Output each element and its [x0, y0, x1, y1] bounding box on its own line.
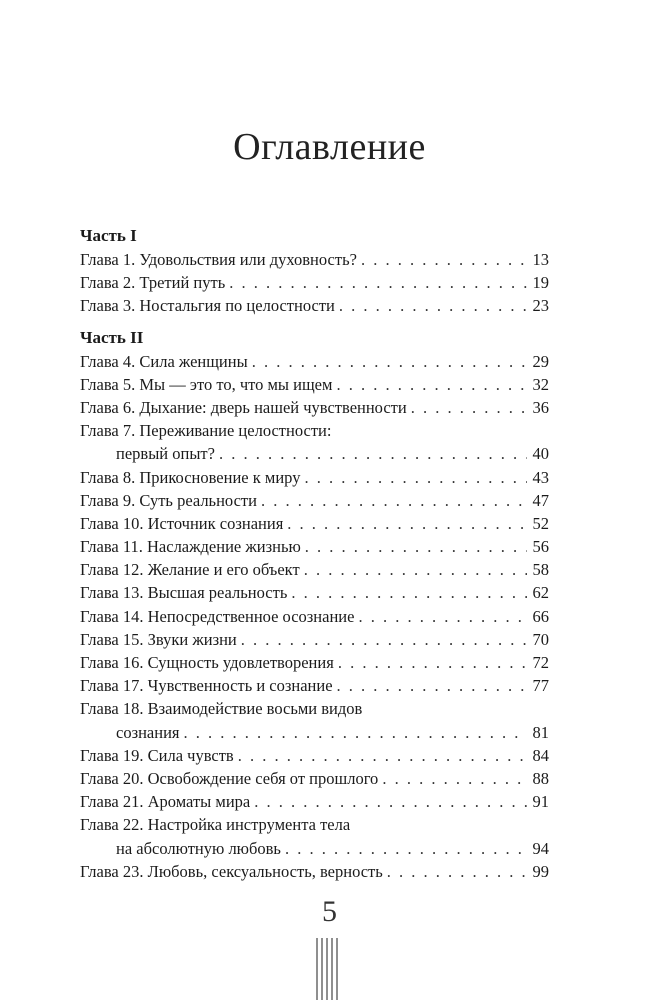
toc-entry[interactable]: [80, 581, 549, 604]
dot-leader: [254, 790, 527, 813]
toc-entry-page: 94: [532, 838, 549, 858]
toc-entry[interactable]: [80, 419, 549, 442]
toc-entry-title: Глава 7. Переживание целостности:: [80, 421, 332, 441]
toc-entry[interactable]: [80, 466, 549, 489]
toc-entry-page: 81: [532, 722, 549, 742]
toc-entry-title: Глава 6. Дыхание: дверь нашей чувственности: [80, 397, 407, 417]
dot-leader: [336, 373, 527, 396]
dot-leader: [252, 350, 527, 373]
dot-leader: [382, 767, 527, 790]
toc-entry-page: 29: [532, 351, 549, 371]
toc-entry[interactable]: [80, 628, 549, 651]
toc-entry-title: Глава 21. Ароматы мира: [80, 792, 251, 812]
toc-entry-title: Глава 11. Наслаждение жизнью: [80, 537, 301, 557]
toc-entry-title: Глава 23. Любовь, сексуальность, верность: [80, 861, 383, 881]
toc-entry-page: 32: [532, 374, 549, 394]
toc-entry[interactable]: [80, 271, 549, 294]
toc-entry-title: Глава 18. Взаимодействие восьми видов: [80, 699, 363, 719]
toc-entry-title: Глава 14. Непосредственное осознание: [80, 606, 355, 626]
toc-entry-title: Глава 12. Желание и его объект: [80, 560, 300, 580]
toc-entry[interactable]: [80, 373, 549, 396]
dot-leader: [304, 466, 527, 489]
dot-leader: [238, 744, 527, 767]
toc-entry-continuation[interactable]: [80, 442, 549, 465]
toc-entry[interactable]: [80, 651, 549, 674]
toc-entry-title: Глава 13. Высшая реальность: [80, 583, 288, 603]
toc-entry-continuation[interactable]: [80, 721, 549, 744]
dot-leader: [241, 628, 527, 651]
toc-entry-title: Глава 3. Ностальгия по целостности: [80, 296, 335, 316]
toc-entry-page: 99: [532, 861, 549, 881]
toc-entry[interactable]: [80, 396, 549, 419]
dot-leader: [338, 651, 527, 674]
toc-entry-page: 66: [532, 606, 549, 626]
dot-leader: [339, 294, 527, 317]
toc-entry[interactable]: [80, 512, 549, 535]
page-number: 5: [322, 895, 337, 928]
toc-entry-page: 77: [532, 676, 549, 696]
toc-entry-page: 19: [532, 273, 549, 293]
dot-leader: [361, 248, 527, 271]
toc-entry-title-continuation: на абсолютную любовь: [116, 838, 281, 858]
dot-leader: [184, 721, 528, 744]
toc-entry-title-continuation: первый опыт?: [116, 444, 215, 464]
dot-leader: [337, 674, 527, 697]
part-heading: Часть II: [80, 327, 144, 347]
toc-entry-continuation[interactable]: [80, 837, 549, 860]
toc-entry-title: Глава 4. Сила женщины: [80, 351, 248, 371]
toc-entry[interactable]: [80, 790, 549, 813]
page-title: Оглавление: [233, 126, 426, 168]
dot-leader: [285, 837, 527, 860]
table-of-contents: [80, 224, 549, 883]
toc-entry[interactable]: [80, 744, 549, 767]
toc-entry[interactable]: [80, 605, 549, 628]
toc-entry-title: Глава 8. Прикосновение к миру: [80, 467, 301, 487]
toc-entry-page: 84: [532, 745, 549, 765]
dot-leader: [287, 512, 527, 535]
toc-entry-title: Глава 5. Мы — это то, что мы ищем: [80, 374, 333, 394]
toc-entry-title: Глава 17. Чувственность и сознание: [80, 676, 333, 696]
part-heading: Часть I: [80, 226, 137, 245]
dot-leader: [219, 442, 527, 465]
toc-entry-title: Глава 20. Освобождение себя от прошлого: [80, 768, 379, 788]
toc-entry-title: Глава 15. Звуки жизни: [80, 629, 237, 649]
dot-leader: [261, 489, 527, 512]
toc-entry-page: 43: [532, 467, 549, 487]
toc-entry-page: 13: [532, 250, 549, 269]
toc-entry-title-continuation: сознания: [116, 722, 180, 742]
toc-entry[interactable]: [80, 294, 549, 317]
toc-entry-title: Глава 19. Сила чувств: [80, 745, 234, 765]
toc-entry[interactable]: [80, 535, 549, 558]
dot-leader: [387, 860, 527, 883]
dot-leader: [411, 396, 527, 419]
toc-entry[interactable]: [80, 489, 549, 512]
toc-entry[interactable]: [80, 350, 549, 373]
toc-entry[interactable]: [80, 813, 549, 836]
toc-entry-page: 40: [532, 444, 549, 464]
toc-entry[interactable]: [80, 860, 549, 883]
toc-entry-title: Глава 2. Третий путь: [80, 273, 226, 293]
toc-entry-page: 72: [532, 653, 549, 672]
dot-leader: [304, 558, 527, 581]
toc-entry-page: 88: [532, 768, 549, 788]
toc-entry-page: 70: [532, 629, 549, 649]
toc-entry-page: 52: [532, 513, 549, 533]
toc-entry[interactable]: [80, 697, 549, 720]
toc-entry-page: 58: [532, 560, 549, 580]
toc-entry[interactable]: [80, 767, 549, 790]
dot-leader: [358, 605, 527, 628]
dot-leader: [291, 581, 527, 604]
decorative-lines-ornament: [313, 938, 347, 1000]
toc-entry-page: 23: [532, 296, 549, 316]
toc-entry-page: 62: [532, 583, 549, 603]
toc-entry-page: 56: [532, 537, 549, 557]
toc-entry-page: 91: [532, 792, 549, 812]
dot-leader: [229, 271, 527, 294]
toc-entry-page: 36: [532, 397, 549, 417]
dot-leader: [305, 535, 527, 558]
toc-entry-title: Глава 16. Сущность удовлетворения: [80, 653, 334, 672]
toc-entry[interactable]: [80, 558, 549, 581]
toc-entry[interactable]: [80, 674, 549, 697]
toc-entry-title: Глава 10. Источник сознания: [80, 513, 284, 533]
toc-entry-title: Глава 9. Суть реальности: [80, 490, 257, 510]
toc-entry-title: Глава 1. Удовольствия или духовность?: [80, 250, 357, 269]
toc-entry[interactable]: [80, 248, 549, 271]
toc-entry-page: 47: [532, 490, 549, 510]
toc-entry-title: Глава 22. Настройка инструмента тела: [80, 815, 351, 835]
